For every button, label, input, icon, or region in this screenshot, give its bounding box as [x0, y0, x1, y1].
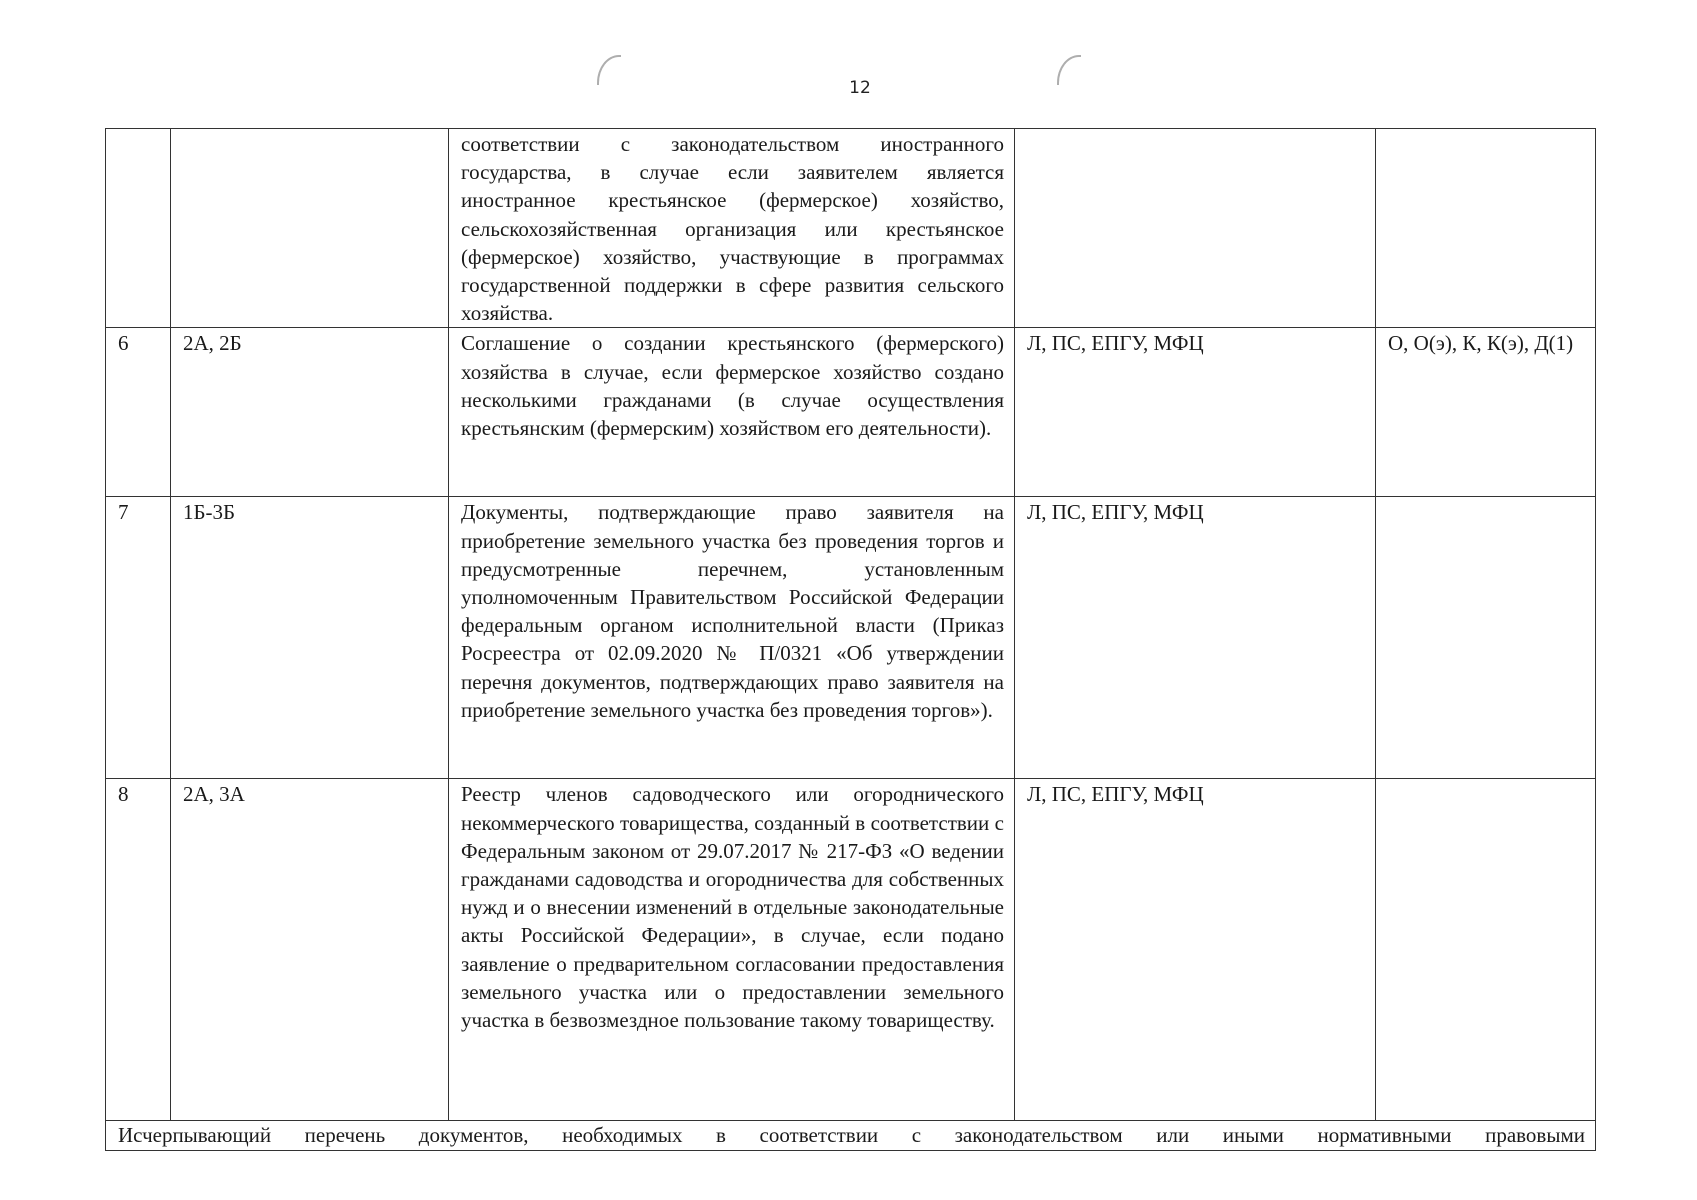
table-row: [106, 779, 1596, 1121]
applicant-codes-cell: 2А, 3А: [171, 779, 449, 1121]
document-forms-cell: [1376, 779, 1596, 1121]
section-heading-text: Исчерпывающий перечень документов, необходимых в соответствии с законодательством или иными нормативными правовыми: [106, 1121, 1596, 1151]
document-description-cell: Соглашение о создании крестьянского (фермерского) хозяйства в случае, если фермерское хозяйство создано несколькими гражданами (в случае осуществления крестьянским (фермерским) хозяйством его деятельности).: [449, 328, 1015, 497]
submission-channels-cell: Л, ПС, ЕПГУ, МФЦ: [1015, 497, 1376, 779]
document-forms-cell: [1376, 129, 1596, 328]
table-row: [106, 129, 1596, 328]
section-heading-row: [106, 1121, 1596, 1151]
table-row: [106, 497, 1596, 779]
applicant-codes-cell: 2А, 2Б: [171, 328, 449, 497]
submission-channels-cell: Л, ПС, ЕПГУ, МФЦ: [1015, 779, 1376, 1121]
table-row: [106, 328, 1596, 497]
submission-channels-cell: Л, ПС, ЕПГУ, МФЦ: [1015, 328, 1376, 497]
applicant-codes-cell: 1Б-3Б: [171, 497, 449, 779]
row-number-cell: [106, 129, 171, 328]
page-number: 12: [849, 78, 871, 98]
document-description-cell: Реестр членов садоводческого или огороднического некоммерческого товарищества, созданный в соответствии с Федеральным законом от 29.07.2017 № 217-ФЗ «О ведении гражданами садоводства и огородничества для собственных нужд и о внесении изменений в отдельные законодательные акты Российской Федерации», в случае, если подано заявление о предварительном согласовании предоставления земельного участка или о предоставлении земельного участка в безвозмездное пользование такому товариществу.: [449, 779, 1015, 1121]
submission-channels-cell: [1015, 129, 1376, 328]
document-forms-cell: [1376, 497, 1596, 779]
applicant-codes-cell: [171, 129, 449, 328]
document-description-cell: Документы, подтверждающие право заявителя на приобретение земельного участка без проведения торгов и предусмотренные перечнем, установленным уполномоченным Правительством Российской Федерации федеральным органом исполнительной власти (Приказ Росреестра от 02.09.2020 № П/0321 «Об утверждении перечня документов, подтверждающих право заявителя на приобретение земельного участка без проведения торгов»).: [449, 497, 1015, 779]
documents-table: [105, 128, 1596, 1151]
row-number-cell: 8: [106, 779, 171, 1121]
document-description-cell: соответствии с законодательством иностранного государства, в случае если заявителем является иностранное крестьянское (фермерское) хозяйство, сельскохозяйственная организация или крестьянское (фермерское) хозяйство, участвующие в программах государственной поддержки в сфере развития сельского хозяйства.: [449, 129, 1015, 328]
document-forms-cell: О, О(э), К, К(э), Д(1): [1376, 328, 1596, 497]
row-number-cell: 7: [106, 497, 171, 779]
row-number-cell: 6: [106, 328, 171, 497]
